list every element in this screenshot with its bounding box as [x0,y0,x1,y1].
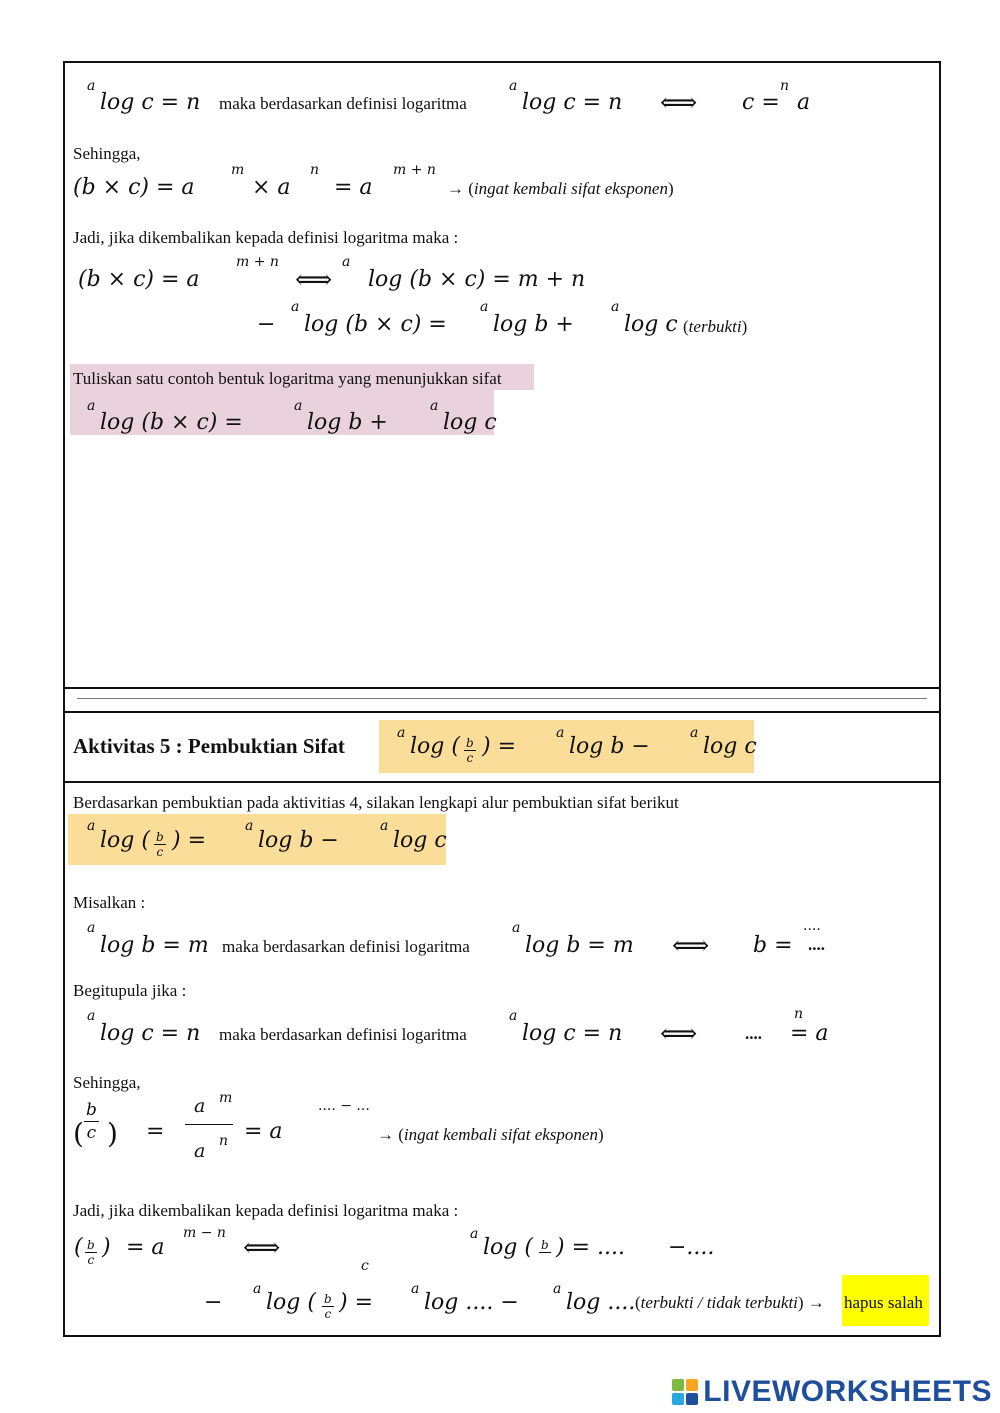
log-expression: log b − [569,734,650,759]
log-base: a [342,254,351,270]
fraction: $\frac{b}{c}$ [466,736,474,765]
fraction-numerator: a [194,1095,206,1117]
iff-arrow: ⟺ [243,1233,281,1263]
iff-arrow: ⟺ [672,931,710,961]
power-lhs: c = [742,90,780,115]
log-expression: log (b × c) = [100,410,243,435]
fraction: $\frac{b}{c}$ [87,1238,95,1267]
log-base: a [87,818,96,834]
misalkan-label: Misalkan : [73,893,146,912]
exponent: m + n [393,162,436,178]
log-expression: log c [393,828,447,853]
separator-box [63,687,941,713]
log-base: a [380,818,389,834]
fraction: $\frac{b}{c}$ [324,1292,332,1321]
blank: .... [745,1024,762,1043]
log-expression: log c = n [522,1021,623,1046]
log-base: a [690,725,699,741]
power-expression: = a [244,1119,283,1144]
log-expression: log c [703,734,757,759]
log-base: a [291,299,300,315]
log-base: a [87,1008,96,1024]
log-base: a [411,1281,420,1297]
log-base: a [397,725,406,741]
dash: − [257,312,276,337]
log-base: a [253,1281,262,1297]
product-expression: = a [334,175,373,200]
log-expression: log (b × c) = m + n [368,267,586,292]
dash: − [204,1290,223,1315]
base-blank: .... [808,935,825,954]
fraction-bar [185,1124,233,1125]
jadi-text: Jadi, jika dikembalikan kepada definisi logaritma maka : [73,228,459,247]
power-base: a [797,90,811,115]
paren-close: ) [107,1117,118,1150]
log-base: a [87,78,96,94]
note: → (ingat kembali sifat eksponen) [377,1125,604,1144]
power-expression: = a [126,1235,165,1260]
exponent: m [231,162,245,178]
fraction: $\frac{b}{c}$ [156,830,164,859]
log-base: a [512,920,521,936]
log-base: a [611,299,620,315]
separator-line [77,698,927,699]
log-expression: log c = n [100,1021,201,1046]
equals: = [146,1119,165,1144]
exponent: n [219,1133,229,1149]
definition-text: maka berdasarkan definisi logaritma [219,1025,467,1044]
log-expression: log ( [100,828,150,853]
log-base: a [480,299,489,315]
exponent-blank: .... [803,918,821,934]
exponent: n [794,1006,804,1022]
log-expression: log b − [258,828,339,853]
log-expression: log c = n [522,90,623,115]
product-expression: (b × c) = a [78,267,200,292]
log-expression: log c = n [100,90,201,115]
hapus-salah-label: hapus salah [844,1293,923,1312]
log-expression: log c [443,410,497,435]
intro-text: Berdasarkan pembuktian pada aktivitias 4, silakan lengkapi alur pembuktian sifat berikut [73,793,679,812]
stray-c: c [361,1258,369,1274]
log-base: a [509,1008,518,1024]
proof-status: (terbukti) [683,317,748,336]
product-expression: (b × c) = a [73,175,195,200]
power-lhs: b = [753,933,793,958]
product-expression: × a [252,175,291,200]
log-expression: log b = m [100,933,209,958]
liveworksheets-logo: LIVEWORKSHEETS [703,1375,992,1408]
sehingga-label: Sehingga, [73,1073,141,1092]
log-base: a [87,398,96,414]
exponent: m [219,1090,233,1106]
log-expression: ) = [482,734,517,759]
log-base: a [553,1281,562,1297]
exponent: n [310,162,320,178]
log-base: a [87,920,96,936]
log-expression: −.... [668,1235,715,1260]
log-expression: log ( [266,1290,316,1315]
log-expression: ) = .... [556,1235,625,1260]
log-base: a [245,818,254,834]
liveworksheets-mark-icon [672,1379,698,1405]
section-title: Aktivitas 5 : Pembuktian Sifat [73,734,345,758]
iff-arrow: ⟺ [660,1019,698,1049]
note: → (ingat kembali sifat eksponen) [447,179,674,198]
begitupula-label: Begitupula jika : [73,981,187,1000]
log-expression: log .... [566,1290,636,1315]
fraction: $\frac{b}{c}$ [86,1100,97,1143]
log-base: a [556,725,565,741]
log-expression: log ( [483,1235,533,1260]
log-base: a [509,78,518,94]
paren-close: ) [102,1235,111,1260]
fraction: b [541,1238,549,1252]
exponent: n [780,78,790,94]
iff-arrow: ⟺ [660,88,698,118]
log-expression: log b = m [525,933,634,958]
log-expression: log b + [307,410,388,435]
definition-text: maka berdasarkan definisi logaritma [222,937,470,956]
fraction-denominator: a [194,1140,206,1162]
log-base: a [430,398,439,414]
sehingga-label: Sehingga, [73,144,141,163]
log-expression: log ( [410,734,460,759]
log-expression: log .... − [424,1290,519,1315]
log-expression: log (b × c) = [304,312,447,337]
iff-arrow: ⟺ [295,265,333,295]
exponent: m − n [183,1225,226,1241]
paren-open: ( [74,1235,83,1260]
task-instruction: Tuliskan satu contoh bentuk logaritma yang menunjukkan sifat [73,369,502,388]
definition-text: maka berdasarkan definisi logaritma [219,94,467,113]
log-expression: log b + [493,312,574,337]
power-expression: = a [790,1021,829,1046]
proof-status-choice: (terbukti / tidak terbukti) → [635,1293,825,1312]
exponent: m + n [236,254,279,270]
jadi-text: Jadi, jika dikembalikan kepada definisi logaritma maka : [73,1201,459,1220]
log-base: a [470,1226,479,1242]
log-expression: ) = [172,828,207,853]
exponent-blank: .... − ... [318,1098,370,1114]
log-base: a [294,398,303,414]
log-expression: ) = [339,1290,374,1315]
log-expression: log c [624,312,678,337]
paren-open: ( [73,1117,84,1150]
